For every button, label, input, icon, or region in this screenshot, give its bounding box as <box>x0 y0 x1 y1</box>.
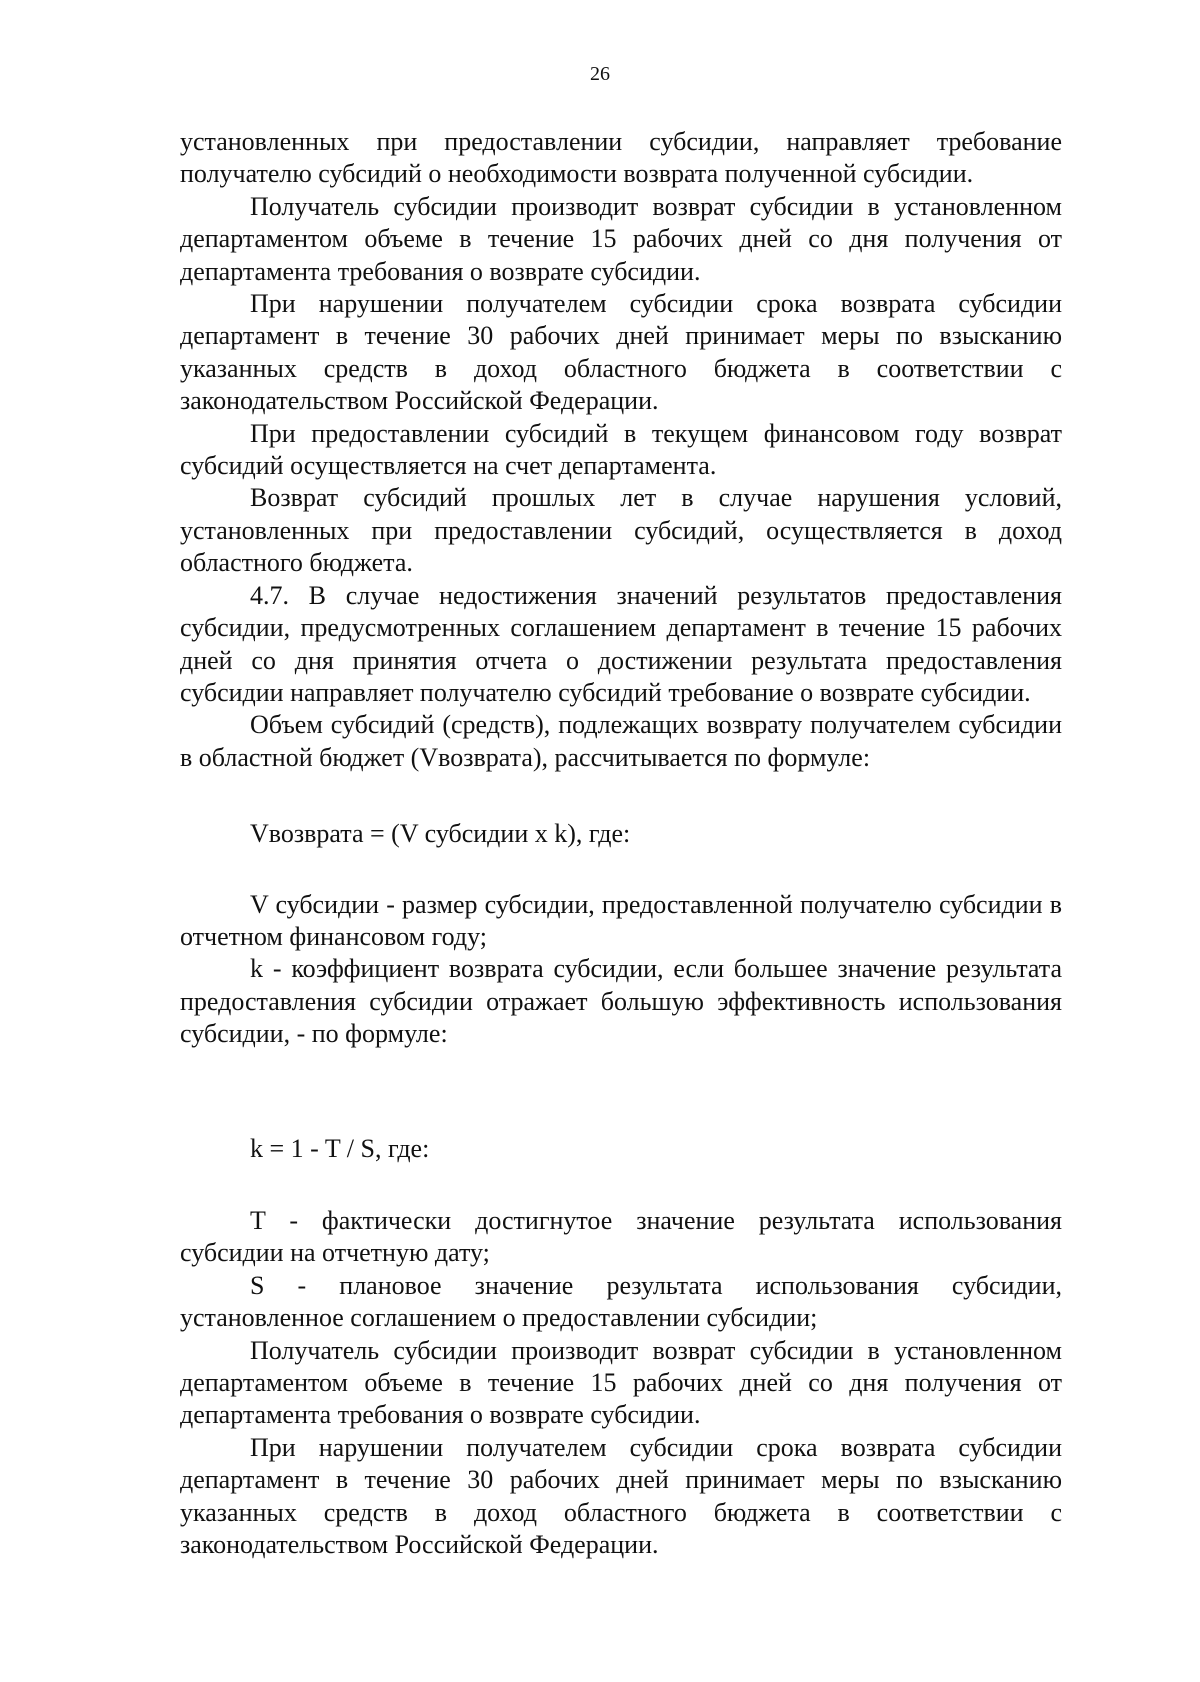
paragraph-continuation: установленных при предоставлении субсидии, направляет требование получателю субсидий о необходимости возврата полученной субсидии. <box>180 127 1062 189</box>
paragraph-refund-violation: При нарушении получателем субсидии срока возврата субсидии департамент в течение 30 рабочих дней принимает меры по взысканию указанных средств в доход областного бюджета в соответствии с законодательством Российской Федерации. <box>180 289 1062 416</box>
paragraph-4-7: 4.7. В случае недостижения значений результатов предоставления субсидии, предусмотренных соглашением департамент в течение 15 рабочих дней со дня принятия отчета о достижении результата предоставления субсидии направляет получателю субсидий требование о возврате субсидии. <box>180 580 1062 707</box>
document-body <box>180 126 1062 1561</box>
spacer <box>180 851 1062 889</box>
paragraph-refund-volume: Объем субсидий (средств), подлежащих возврату получателем субсидии в областной бюджет (Vвозврата), рассчитывается по формуле: <box>180 710 1062 772</box>
formula-v-refund: Vвозврата = (V субсидии x k), где: <box>250 819 631 849</box>
definition-k: k - коэффициент возврата субсидии, если большее значение результата предоставления субсидии отражает большую эффективность использования субсидии, - по формуле: <box>180 954 1062 1049</box>
formula-k: k = 1 - T / S, где: <box>250 1133 430 1163</box>
definition-v-subsidy: V субсидии - размер субсидии, предоставленной получателю субсидии в отчетном финансовом году; <box>180 889 1062 951</box>
paragraph-refund-violation-2: При нарушении получателем субсидии срока возврата субсидии департамент в течение 30 рабочих дней принимает меры по взысканию указанных средств в доход областного бюджета в соответствии с законодательством Российской Федерации. <box>180 1432 1062 1560</box>
paragraph-current-year-refund: При предоставлении субсидий в текущем финансовом году возврат субсидий осуществляется на счет департамента. <box>180 418 1062 481</box>
paragraph-past-years-refund: Возврат субсидий прошлых лет в случае нарушения условий, установленных при предоставлении субсидий, осуществляется в доход областного бюджета. <box>180 483 1062 578</box>
spacer <box>180 1051 1062 1133</box>
paragraph-refund-procedure: Получатель субсидии производит возврат субсидии в установленном департаментом объеме в течение 15 рабочих дней со дня получения от департамента требования о возврате субсидии. <box>180 191 1062 286</box>
definition-t: T - фактически достигнутое значение результата использования субсидии на отчетную дату; <box>180 1205 1062 1268</box>
spacer <box>180 1165 1062 1205</box>
paragraph-refund-procedure-2: Получатель субсидии производит возврат субсидии в установленном департаментом объеме в течение 15 рабочих дней со дня получения от департамента требования о возврате субсидии. <box>180 1335 1062 1430</box>
spacer <box>180 774 1062 818</box>
page-number: 26 <box>590 63 610 85</box>
definition-s: S - плановое значение результата использования субсидии, установленное соглашением о предоставлении субсидии; <box>180 1270 1062 1333</box>
